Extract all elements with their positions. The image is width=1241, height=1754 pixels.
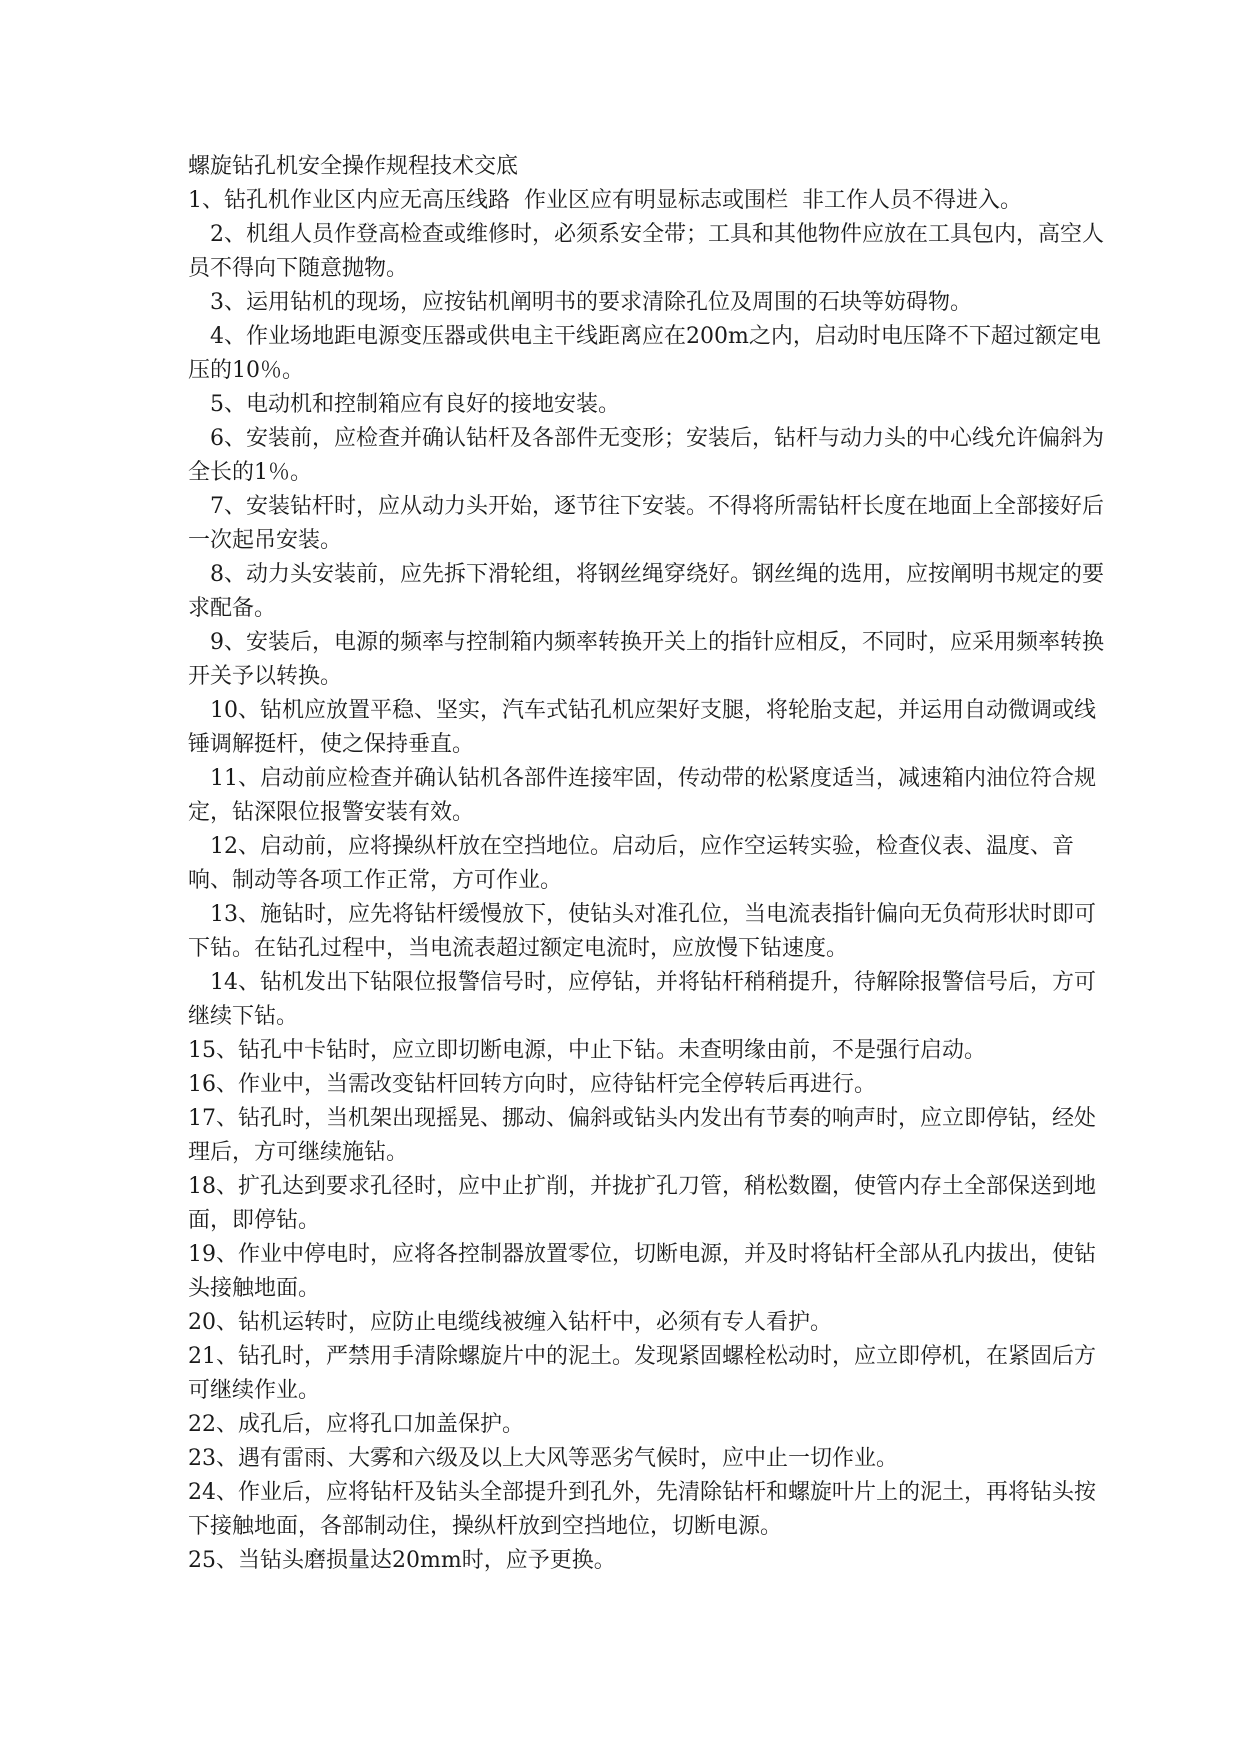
rule-item: 14、钻机发出下钻限位报警信号时，应停钻，并将钻杆稍稍提升，待解除报警信号后，方可继续下钻。 (188, 970, 1096, 1029)
rule-item: 13、施钻时，应先将钻杆缓慢放下，使钻头对准孔位，当电流表指针偏向无负荷形状时即可下钻。在钻孔过程中，当电流表超过额定电流时，应放慢下钻速度。 (188, 902, 1096, 961)
rule-item: 11、启动前应检查并确认钻机各部件连接牢固，传动带的松紧度适当，减速箱内油位符合规定，钻深限位报警安装有效。 (188, 766, 1096, 825)
rule-item: 16、作业中，当需改变钻杆回转方向时，应待钻杆完全停转后再进行。 (188, 1072, 876, 1097)
rule-item: 3、运用钻机的现场，应按钻机阐明书的要求清除孔位及周围的石块等妨碍物。 (210, 290, 972, 315)
rule-item: 22、成孔后，应将孔口加盖保护。 (188, 1412, 524, 1437)
rule-item: 7、安装钻杆时，应从动力头开始，逐节往下安装。不得将所需钻杆长度在地面上全部接好后一次起吊安装。 (188, 494, 1105, 553)
rule-item: 20、钻机运转时，应防止电缆线被缠入钻杆中，必须有专人看护。 (188, 1310, 832, 1335)
rule-item: 6、安装前，应检查并确认钻杆及各部件无变形；安装后，钻杆与动力头的中心线允许偏斜为全长的1％。 (188, 426, 1105, 485)
document-title: 螺旋钻孔机安全操作规程技术交底 (188, 154, 519, 179)
rule-item: 10、钻机应放置平稳、坚实，汽车式钻孔机应架好支腿，将轮胎支起，并运用自动微调或线锤调解挺杆，使之保持垂直。 (188, 698, 1096, 757)
rule-item: 2、机组人员作登高检查或维修时，必须系安全带；工具和其他物件应放在工具包内，高空人员不得向下随意抛物。 (188, 222, 1105, 281)
rule-item: 25、当钻头磨损量达20mm时，应予更换。 (188, 1548, 616, 1573)
rule-item: 18、扩孔达到要求孔径时，应中止扩削，并拢扩孔刀管，稍松数圈，使管内存土全部保送到地面，即停钻。 (188, 1174, 1096, 1233)
rule-item: 12、启动前，应将操纵杆放在空挡地位。启动后，应作空运转实验，检查仪表、温度、音响、制动等各项工作正常，方可作业。 (188, 834, 1074, 893)
rule-item: 19、作业中停电时，应将各控制器放置零位，切断电源，并及时将钻杆全部从孔内拔出，使钻头接触地面。 (188, 1242, 1096, 1301)
document-body (188, 150, 1108, 1578)
rule-item: 1、钻孔机作业区内应无高压线路 作业区应有明显标志或围栏 非工作人员不得进入。 (188, 188, 1022, 213)
rule-item: 5、电动机和控制箱应有良好的接地安装。 (210, 392, 620, 417)
rule-item: 21、钻孔时，严禁用手清除螺旋片中的泥土。发现紧固螺栓松动时，应立即停机，在紧固后方可继续作业。 (188, 1344, 1096, 1403)
rule-item: 4、作业场地距电源变压器或供电主干线距离应在200m之内，启动时电压降不下超过额定电压的10％。 (188, 324, 1101, 383)
rule-item: 24、作业后，应将钻杆及钻头全部提升到孔外，先清除钻杆和螺旋叶片上的泥土，再将钻头按下接触地面，各部制动住，操纵杆放到空挡地位，切断电源。 (188, 1480, 1096, 1539)
rule-list (188, 184, 1108, 1578)
rule-item: 8、动力头安装前，应先拆下滑轮组，将钢丝绳穿绕好。钢丝绳的选用，应按阐明书规定的要求配备。 (188, 562, 1105, 621)
rule-item: 17、钻孔时，当机架出现摇晃、挪动、偏斜或钻头内发出有节奏的响声时，应立即停钻，经处理后，方可继续施钻。 (188, 1106, 1096, 1165)
rule-item: 23、遇有雷雨、大雾和六级及以上大风等恶劣气候时，应中止一切作业。 (188, 1446, 898, 1471)
rule-item: 15、钻孔中卡钻时，应立即切断电源，中止下钻。未查明缘由前，不是强行启动。 (188, 1038, 986, 1063)
rule-item: 9、安装后，电源的频率与控制箱内频率转换开关上的指针应相反，不同时，应采用频率转换开关予以转换。 (188, 630, 1105, 689)
